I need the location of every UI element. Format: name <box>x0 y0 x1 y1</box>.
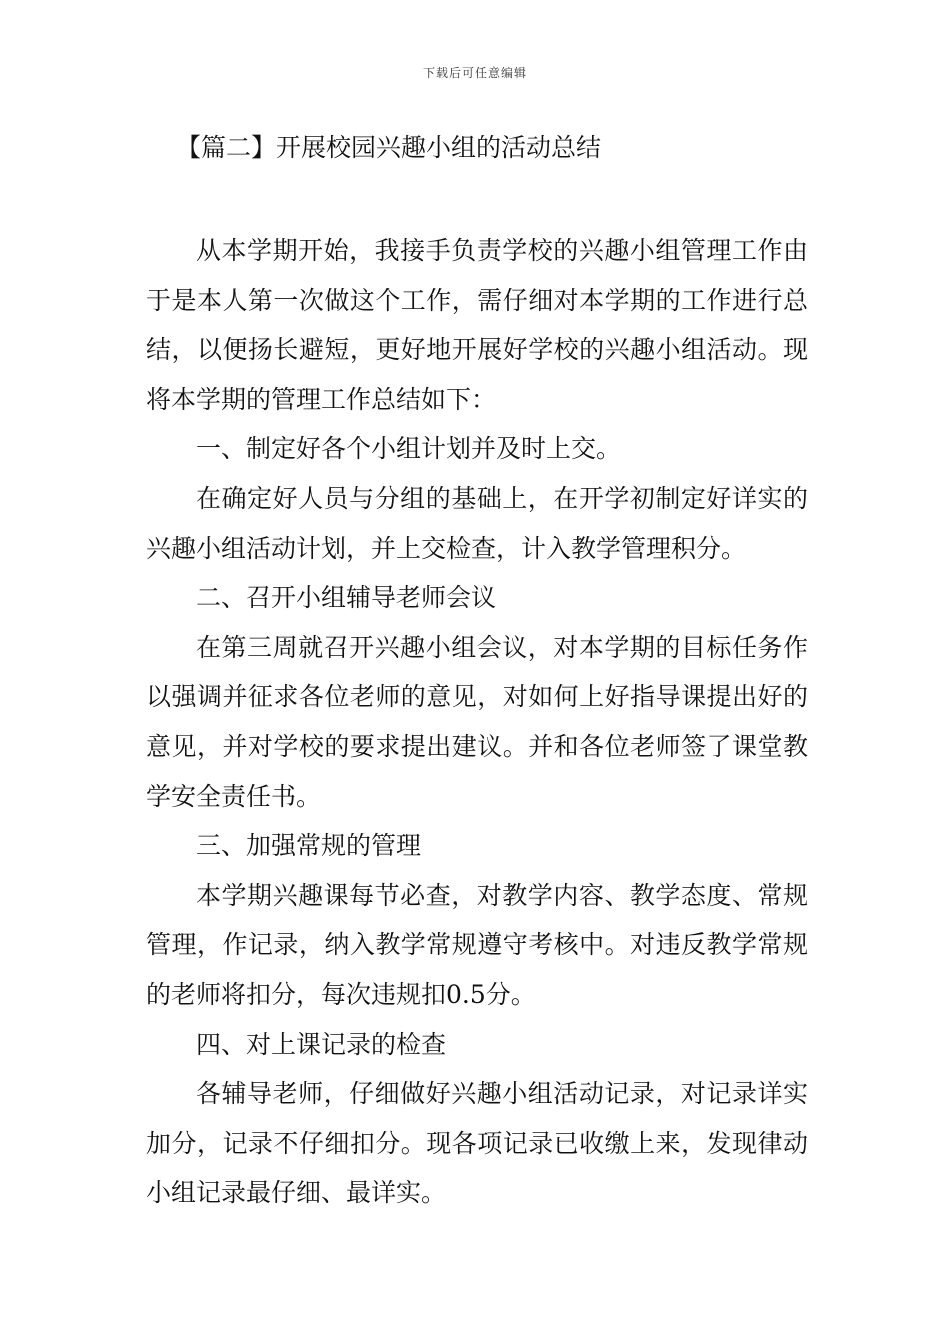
document-title: 【篇二】开展校园兴趣小组的活动总结 <box>176 133 602 162</box>
header-note: 下载后可任意编辑 <box>422 66 527 80</box>
paragraph-section-2: 在第三周就召开兴趣小组会议，对本学期的目标任务作以强调并征求各位老师的意见，对如何上好指导课提出好的意见，并对学校的要求提出建议。并和各位老师签了课堂教学安全责任书。 <box>146 632 808 811</box>
paragraph-section-3: 本学期兴趣课每节必查，对教学内容、教学态度、常规管理，作记录，纳入教学常规遵守考核中。对违反教学常规的老师将扣分，每次违规扣0.5分。 <box>146 880 808 1009</box>
document-body <box>146 226 808 1218</box>
section-heading-3: 三、加强常规的管理 <box>196 831 422 861</box>
section-heading-4: 四、对上课记录的检查 <box>196 1029 447 1059</box>
paragraph-section-1: 在确定好人员与分组的基础上，在开学初制定好详实的兴趣小组活动计划，并上交检查，计入教学管理积分。 <box>146 483 808 563</box>
paragraph-section-4: 各辅导老师，仔细做好兴趣小组活动记录，对记录详实加分，记录不仔细扣分。现各项记录已收缴上来，发现律动小组记录最仔细、最详实。 <box>146 1079 808 1208</box>
section-heading-2: 二、召开小组辅导老师会议 <box>196 583 497 613</box>
section-heading-1: 一、制定好各个小组计划并及时上交。 <box>196 434 622 464</box>
paragraph-intro: 从本学期开始，我接手负责学校的兴趣小组管理工作由于是本人第一次做这个工作，需仔细对本学期的工作进行总结，以便扬长避短，更好地开展好学校的兴趣小组活动。现将本学期的管理工作总结如下： <box>146 236 808 414</box>
